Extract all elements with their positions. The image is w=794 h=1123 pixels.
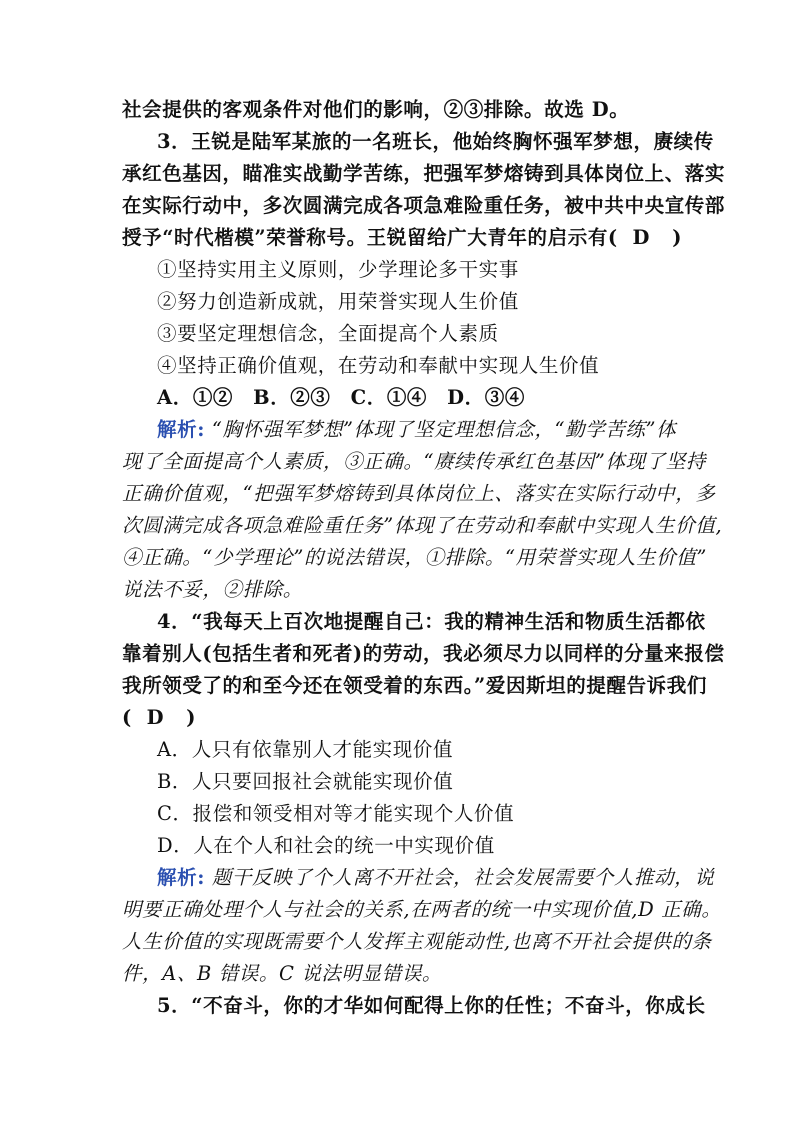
text-line: 现了全面提高个人素质，③正确。“赓续传承红色基因”体现了坚持 bbox=[122, 450, 706, 473]
text-line: 在实际行动中，多次圆满完成各项急难险重任务，被中共中央宣传部 bbox=[122, 194, 726, 217]
question-number: 3． bbox=[157, 130, 192, 153]
text-line: 明要正确处理个人与社会的关系,在两者的统一中实现价值,D 正确。 bbox=[122, 898, 722, 921]
question-4-line-1 bbox=[157, 608, 706, 636]
answer-mark: D bbox=[632, 226, 651, 249]
text-line: 正确价值观，“把强军梦熔铸到具体岗位上、落实在实际行动中，多 bbox=[122, 482, 716, 505]
option-text: B．人只要回报社会就能实现价值 bbox=[157, 770, 454, 793]
question-3-choices bbox=[157, 384, 525, 412]
explanation-4-line-1 bbox=[157, 864, 714, 892]
question-4-line-4 bbox=[122, 704, 196, 732]
question-number: 4． bbox=[157, 610, 192, 633]
explanation-3-line-5 bbox=[122, 544, 707, 572]
explanation-label: 解析: bbox=[157, 866, 205, 889]
question-3-option-2 bbox=[157, 288, 519, 316]
option-text: ④坚持正确价值观，在劳动和奉献中实现人生价值 bbox=[157, 354, 600, 377]
text-line: 靠着别人(包括生者和死者)的劳动，我必须尽力以同样的分量来报偿 bbox=[122, 642, 725, 665]
explanation-3-line-3 bbox=[122, 480, 715, 508]
option-text: D．人在个人和社会的统一中实现价值 bbox=[157, 834, 495, 857]
question-3-option-3 bbox=[157, 320, 499, 348]
question-number: 5． bbox=[157, 994, 192, 1017]
choices-text: A．①② B．②③ C．①④ D．③④ bbox=[157, 386, 525, 409]
text-line: ( bbox=[122, 706, 132, 729]
question-3-option-1 bbox=[157, 256, 519, 284]
text-line: 次圆满完成各项急难险重任务”体现了在劳动和奉献中实现人生价值, bbox=[122, 514, 723, 537]
text-line: 我所领受了的和至今还在领受着的东西。”爱因斯坦的提醒告诉我们 bbox=[122, 674, 707, 697]
text-line: 社会提供的客观条件对他们的影响，②③排除。故选 D。 bbox=[122, 98, 630, 121]
text-line: 王锐是陆军某旅的一名班长，他始终胸怀强军梦想，赓续传 bbox=[191, 130, 714, 153]
question-4-line-3 bbox=[122, 672, 707, 700]
question-4-option-c bbox=[157, 800, 514, 828]
option-text: ②努力创造新成就，用荣誉实现人生价值 bbox=[157, 290, 519, 313]
question-4-line-2 bbox=[122, 640, 725, 668]
text-line: 题干反映了个人离不开社会，社会发展需要个人推动，说 bbox=[211, 866, 715, 889]
explanation-4-line-3 bbox=[122, 928, 712, 956]
explanation-3-line-2 bbox=[122, 448, 706, 476]
explanation-3-line-6 bbox=[122, 576, 303, 604]
text-line: “胸怀强军梦想”体现了坚定理想信念，“勤学苦练”体 bbox=[211, 418, 677, 441]
text-line: ④正确。“少学理论”的说法错误，①排除。“用荣誉实现人生价值” bbox=[122, 546, 707, 569]
text-line: 人生价值的实现既需要个人发挥主观能动性,也离不开社会提供的条 bbox=[122, 930, 712, 953]
explanation-4-line-2 bbox=[122, 896, 721, 924]
question-3-line-1 bbox=[157, 128, 714, 156]
text-line: “不奋斗，你的才华如何配得上你的任性；不奋斗，你成长 bbox=[191, 994, 706, 1017]
option-text: A．人只有依靠别人才能实现价值 bbox=[157, 738, 454, 761]
question-3-line-4 bbox=[122, 224, 682, 252]
explanation-3-line-1 bbox=[157, 416, 676, 444]
question-3-option-4 bbox=[157, 352, 599, 380]
text-line: “我每天上百次地提醒自己：我的精神生活和物质生活都依 bbox=[191, 610, 706, 633]
question-4-option-a bbox=[157, 736, 453, 764]
explanation-4-line-4 bbox=[122, 960, 442, 988]
text-line: ) bbox=[186, 706, 197, 729]
text-line: ) bbox=[672, 226, 683, 249]
question-5-line-1 bbox=[157, 992, 706, 1020]
explanation-label: 解析: bbox=[157, 418, 205, 441]
prev-answer-tail bbox=[122, 96, 629, 124]
question-4-option-d bbox=[157, 832, 495, 860]
option-text: C．报偿和领受相对等才能实现个人价值 bbox=[157, 802, 515, 825]
option-text: ①坚持实用主义原则，少学理论多干实事 bbox=[157, 258, 519, 281]
text-line: 件，A、B 错误。C 说法明显错误。 bbox=[122, 962, 443, 985]
text-line: 承红色基因，瞄准实战勤学苦练，把强军梦熔铸到具体岗位上、落实 bbox=[122, 162, 726, 185]
explanation-3-line-4 bbox=[122, 512, 722, 540]
text-line: 授予“时代楷模”荣誉称号。王锐留给广大青年的启示有( bbox=[122, 226, 618, 249]
question-3-line-2 bbox=[122, 160, 725, 188]
text-line: 说法不妥，②排除。 bbox=[122, 578, 303, 601]
option-text: ③要坚定理想信念，全面提高个人素质 bbox=[157, 322, 499, 345]
answer-mark: D bbox=[146, 706, 165, 729]
question-4-option-b bbox=[157, 768, 453, 796]
question-3-line-3 bbox=[122, 192, 725, 220]
